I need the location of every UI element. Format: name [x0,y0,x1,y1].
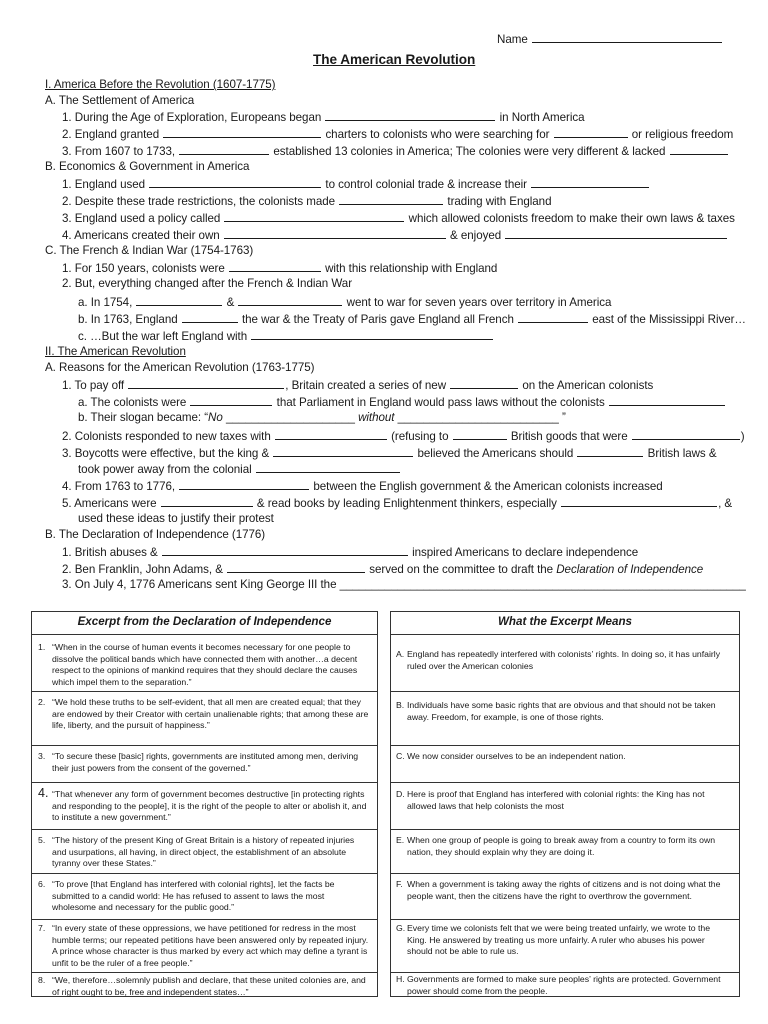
blank-field[interactable] [561,495,717,507]
excerpt-row [32,829,377,873]
blank-field[interactable] [505,227,727,239]
item-text: served on the committee to draft the [369,563,554,576]
item-text: The colonists were [90,396,187,409]
item-text: or religious freedom [631,128,734,141]
item-letter: b. [78,411,88,424]
row-letter: A. [396,649,405,659]
item-text: ) [740,430,745,443]
item-text: Their slogan became: “ [90,411,209,424]
blank-field[interactable] [273,445,413,457]
row-text: When a government is taking away the rights of citizens and is not doing what the people want, then the citizens have the right to overthrow the government. [407,879,721,901]
meaning-table [390,611,740,997]
meaning-row [391,745,739,782]
slogan-blank[interactable]: _________________________ [397,411,559,424]
s1-a1 [62,109,585,125]
item-text: & read books by leading Enlightenment thinkers, especially [256,497,557,510]
blank-field[interactable] [224,227,446,239]
excerpt-row [32,972,377,996]
row-text: England has repeatedly interfered with colonists’ rights. In doing so, it has unfairly ruled over the American colonies [407,649,721,671]
s2-a3-cont [78,461,401,477]
item-text: , & [718,497,733,510]
item-number: 2. [62,195,72,208]
item-text: inspired Americans to declare independence [412,546,639,559]
blank-field[interactable] [609,394,725,406]
s2-a4 [62,478,663,494]
item-text: & enjoyed [450,229,502,242]
item-number: 1. [62,379,72,392]
item-text: British laws & [647,447,717,460]
blank-field[interactable] [238,294,342,306]
item-letter: a. [78,296,88,309]
item-text: believed the Americans should [417,447,574,460]
item-text: British goods that were [510,430,628,443]
row-text: “To secure these [basic] rights, governments are instituted among men, deriving their just powers from the consent of the governed.” [52,751,359,773]
item-text: which allowed colonists freedom to make their own laws & taxes [408,212,735,225]
blank-field[interactable] [179,143,269,155]
item-number: 2. [62,430,72,443]
s2-b1 [62,544,638,560]
item-text: the war & the Treaty of Paris gave England all French [241,313,514,326]
name-line [497,31,723,47]
row-text: “We hold these truths to be self-evident, that all men are created equal; that they are endowed by their Creator with certain unalienable rights; that among these are life, liberty, and the pursuit of happiness.” [52,697,369,730]
row-text: When one group of people is going to break away from a country to form its own nation, they should explain why they are doing it. [407,835,716,857]
blank-field[interactable] [670,143,728,155]
row-number: 4. [38,786,49,800]
item-text: with this relationship with England [325,262,498,275]
item-text: & [226,296,235,309]
meaning-row [391,972,739,996]
s1-c2c [78,328,494,344]
item-text: During the Age of Exploration, Europeans began [74,111,322,124]
row-text: We now consider ourselves to be an independent nation. [407,751,626,761]
s1-b4 [62,227,728,243]
item-text: on the American colonists [522,379,654,392]
row-text: Individuals have some basic rights that are obvious and that should not be taken away. Freedom, for example, is one of those rights. [407,700,716,722]
s1-b1 [62,176,650,192]
meaning-row [391,691,739,745]
blank-field[interactable] [182,311,238,323]
row-number: 3. [38,751,46,761]
blank-field[interactable] [251,328,493,340]
item-text: ” [562,411,566,424]
item-number: 3. [62,145,72,158]
row-number: 6. [38,879,46,889]
blank-field[interactable] [162,544,408,556]
row-number: 5. [38,835,46,845]
blank-field[interactable]: _______________________________________________________________ [339,578,746,591]
s1-b3 [62,210,735,226]
row-letter: C. [396,751,405,761]
item-number: 2. [62,128,72,141]
item-text: Americans created their own [74,229,220,242]
row-letter: H. [396,974,405,984]
item-text: in North America [499,111,585,124]
meaning-row [391,919,739,972]
blank-field[interactable] [136,294,222,306]
blank-field[interactable] [554,126,628,138]
s1-c2b [78,311,746,327]
excerpt-table-header: Excerpt from the Declaration of Independence [32,612,377,635]
s2-a5-cont: used these ideas to justify their protest [78,512,274,525]
slogan-blank[interactable]: ____________________ [225,411,355,424]
item-text: Colonists responded to new taxes with [74,430,271,443]
row-number: 1. [38,642,46,652]
item-number: 3. [62,578,72,591]
row-number: 8. [38,975,46,985]
item-number: 2. [62,277,72,290]
slogan-word: without [358,411,395,424]
row-text: Governments are formed to make sure peoples’ rights are protected. Government power should come from the people. [407,974,721,996]
item-text: In 1754, [90,296,133,309]
item-text: Despite these trade restrictions, the colonists made [74,195,336,208]
item-text: went to war for seven years over territory in America [346,296,612,309]
name-field[interactable] [532,31,722,43]
item-text: , Britain created a series of new [285,379,447,392]
s1-c2 [62,277,352,291]
item-text: to control colonial trade & increase their [325,178,527,191]
row-text: “We, therefore…solemnly publish and declare, that these united colonies are, and of right ought to be, free and independent states…” [52,975,366,997]
item-number: 1. [62,262,72,275]
blank-field[interactable] [229,260,321,272]
meaning-row [391,782,739,829]
item-number: 5. [62,497,72,510]
row-letter: B. [396,700,405,710]
meaning-table-header: What the Excerpt Means [391,612,739,635]
item-text: For 150 years, colonists were [74,262,225,275]
page-title: The American Revolution [313,52,476,67]
item-text: charters to colonists who were searching for [325,128,550,141]
item-text: east of the Mississippi River… [592,313,746,326]
blank-field[interactable] [531,176,649,188]
excerpt-row [32,873,377,919]
s2-a-heading: A. Reasons for the American Revolution (1763-1775) [45,361,315,374]
meaning-row [391,635,739,691]
item-number: 1. [62,178,72,191]
s1-a2 [62,126,733,142]
row-text: “That whenever any form of government becomes destructive [in protecting rights and responding to the people], it is the right of the people to alter or abolish it, and to institute a new government.” [52,789,367,822]
item-text: Americans were [74,497,157,510]
s1-b-heading: B. Economics & Government in America [45,160,250,173]
s2-b2 [62,561,703,577]
item-number: 1. [62,111,72,124]
item-number: 4. [62,229,72,242]
item-text: Declaration of Independence [556,563,704,576]
blank-field[interactable] [190,394,272,406]
row-letter: F. [396,879,403,889]
row-text: Every time we colonists felt that we were being treated unfairly, we wrote to the King. He answered by treating us more unfairly. A ruler who abuses his power should not be able to rule us. [407,923,711,956]
item-text: between the English government & the American colonists increased [313,480,663,493]
s2-a1b [78,411,566,425]
excerpt-row [32,919,377,972]
blank-field[interactable] [632,428,740,440]
blank-field[interactable] [161,495,253,507]
item-number: 4. [62,480,72,493]
blank-field[interactable] [453,428,507,440]
s1-c1 [62,260,497,276]
item-text: Boycotts were effective, but the king & [74,447,270,460]
item-text: (refusing to [391,430,449,443]
blank-field[interactable] [128,377,284,389]
s1-a3 [62,143,729,159]
item-number: 1. [62,546,72,559]
item-text: In 1763, England [90,313,178,326]
item-text: England used [74,178,146,191]
row-text: Here is proof that England has interfered with colonial rights: the King has not allowed laws that help colonists the most [407,789,705,811]
s2-b-heading: B. The Declaration of Independence (1776) [45,528,266,541]
meaning-row [391,829,739,873]
row-text: “In every state of these oppressions, we have petitioned for redress in the most humble terms; our repeated petitions have been answered only by repeated injury. A prince whose character is thus marked by every act which may define a tyrant is unfit to be the ruler of a free people.” [52,923,369,968]
meaning-row [391,873,739,919]
row-letter: G. [396,923,406,933]
excerpt-row [32,782,377,829]
item-text: Ben Franklin, John Adams, & [74,563,223,576]
section-2-heading: II. The American Revolution [45,345,186,358]
blank-field[interactable] [256,461,400,473]
blank-field[interactable] [339,193,443,205]
item-letter: b. [78,313,88,326]
excerpt-row [32,745,377,782]
item-number: 3. [62,447,72,460]
row-text: “To prove [that England has interfered with colonial rights], let the facts be submitted to a candid world: He has refused to assent to laws the most wholesome and necessary for the public good.” [52,879,335,912]
name-label: Name [497,33,528,46]
excerpt-table [31,611,378,997]
slogan-word: No [208,411,223,424]
item-text: …But the war left England with [90,330,248,343]
item-text: From 1763 to 1776, [74,480,176,493]
item-text: took power away from the colonial [78,463,252,476]
item-text: But, everything changed after the French & Indian War [74,277,353,290]
item-text: England granted [74,128,160,141]
blank-field[interactable] [518,311,588,323]
excerpt-row [32,691,377,745]
s1-c2a [78,294,611,310]
item-letter: a. [78,396,88,409]
blank-field[interactable] [577,445,643,457]
blank-field[interactable] [224,210,404,222]
blank-field[interactable] [227,561,365,573]
s1-b2 [62,193,551,209]
item-text: On July 4, 1776 Americans sent King George III the [74,578,337,591]
item-number: 3. [62,212,72,225]
s1-c-heading: C. The French & Indian War (1754-1763) [45,244,254,257]
blank-field[interactable] [450,377,518,389]
item-text: trading with England [447,195,552,208]
item-number: 2. [62,563,72,576]
item-text: that Parliament in England would pass laws without the colonists [276,396,605,409]
blank-field[interactable] [275,428,387,440]
blank-field[interactable] [325,109,495,121]
blank-field[interactable] [163,126,321,138]
s2-a3 [62,445,717,461]
excerpt-row [32,635,377,691]
s2-a1a [78,394,726,410]
s2-b3 [62,578,746,592]
row-number: 7. [38,923,46,933]
s2-a5 [62,495,732,511]
item-text: To pay off [74,379,125,392]
blank-field[interactable] [179,478,309,490]
row-number: 2. [38,697,46,707]
blank-field[interactable] [149,176,321,188]
row-letter: E. [396,835,405,845]
section-1-heading: I. America Before the Revolution (1607-1775) [45,78,276,91]
item-text: British abuses & [74,546,158,559]
item-text: From 1607 to 1733, [74,145,176,158]
s1-a-heading: A. The Settlement of America [45,94,195,107]
item-text: established 13 colonies in America; The colonies were very different & lacked [273,145,666,158]
row-text: “The history of the present King of Great Britain is a history of repeated injuries and usurpations, all having, in direct object, the establishment of an absolute tyranny over these States.” [52,835,355,868]
item-letter: c. [78,330,87,343]
row-text: “When in the course of human events it becomes necessary for one people to dissolve the political bands which have connected them with another…a decent respect to the opinions of mankind requires that they should declare the causes which impel them to the separation.” [52,642,358,687]
row-letter: D. [396,789,405,799]
s2-a1 [62,377,653,393]
item-text: England used a policy called [74,212,221,225]
s2-a2 [62,428,745,444]
